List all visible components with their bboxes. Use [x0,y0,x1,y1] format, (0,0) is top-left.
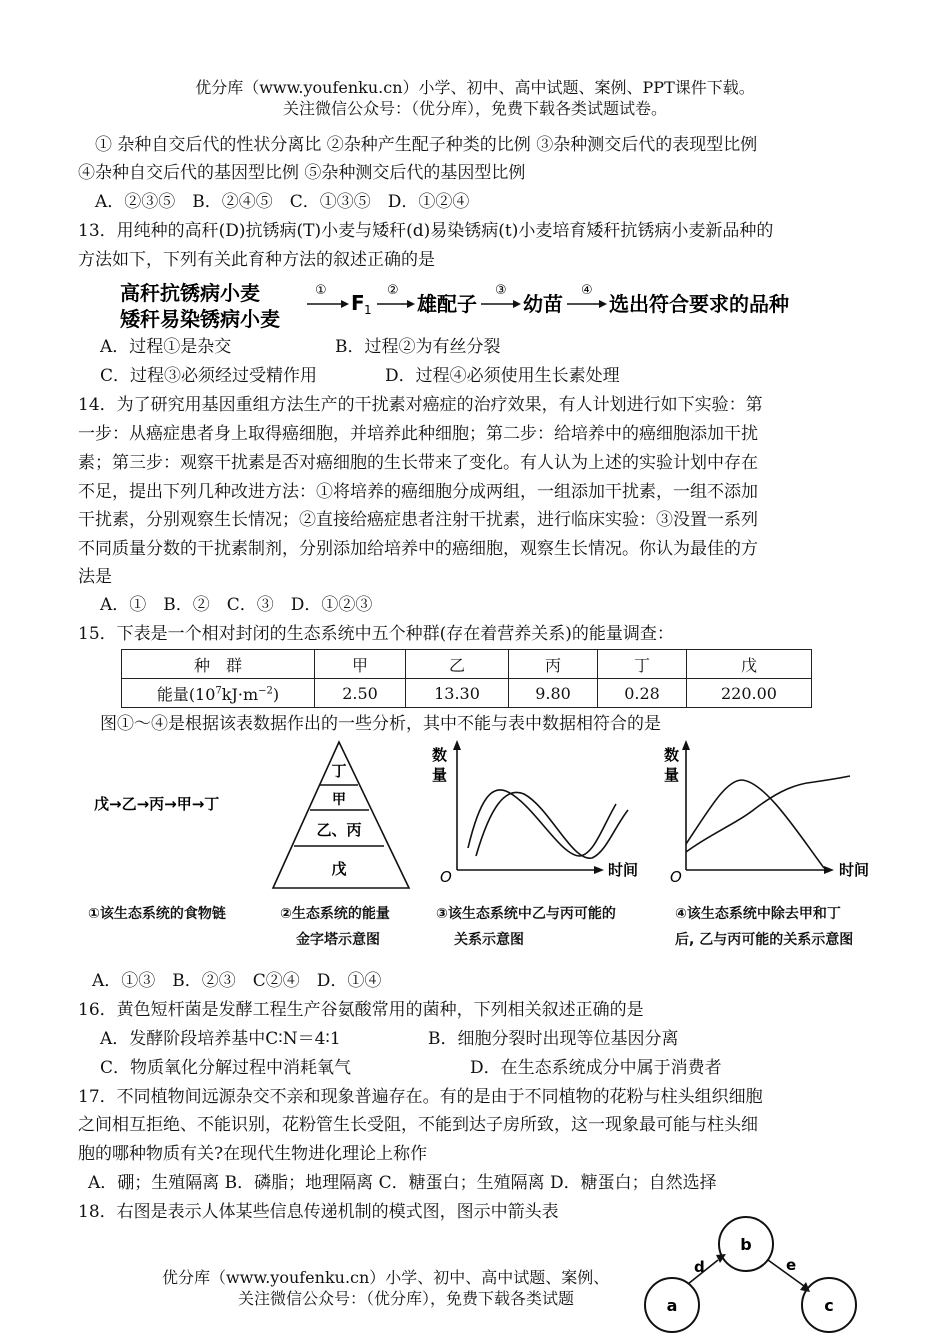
footer-line-2: 关注微信公众号：（优分库），免费下载各类试题 [238,1289,575,1308]
q12-items-1: ① 杂种自交后代的性状分离比 ②杂种产生配子种类的比例 ③杂种测交后代的表现型比例 [95,135,758,155]
q13-stem-2: 方法如下，下列有关此育种方法的叙述正确的是 [78,250,435,270]
fig3-xlabel: 时间 [608,861,639,879]
q16-stem: 16．黄色短杆菌是发酵工程生产谷氨酸常用的菌种，下列相关叙述正确的是 [78,1000,644,1020]
fig2-caption: ②生态系统的能量 [280,906,390,922]
q16-option-a: A．发酵阶段培养基中C∶N＝4∶1 [100,1029,341,1049]
flow-gamete: 雄配子 [417,292,477,316]
q15-stem: 15．下表是一个相对封闭的生态系统中五个种群(存在着营养关系)的能量调查： [78,624,674,644]
flow-f1: F [351,291,365,315]
fig3-ylabel: 量 [432,766,448,784]
flow-step-3: ③ [495,283,507,298]
q14-line: 不足，提出下列几种改进方法：①将培养的癌细胞分成两组，一组添加干扰素，一组不添加 [78,482,758,502]
header-line-2: 关注微信公众号：（优分库），免费下载各类试题试卷。 [282,99,667,118]
fig3-caption: ③该生态系统中乙与丙可能的 [436,906,616,922]
table-header-cell: 乙 [406,650,509,679]
fig2-pyramid [273,742,409,888]
q15-sub: 图①～④是根据该表数据作出的一些分析，其中不能与表中数据相符合的是 [100,714,661,734]
flow-step-4: ④ [581,283,593,298]
q13-option-b: B．过程②为有丝分裂 [335,337,501,357]
edge-d: d [694,1258,705,1276]
q14-options: A．① B．② C．③ D．①②③ [100,595,373,615]
table-header-cell: 丙 [509,650,598,679]
table-header-row [122,650,812,679]
fig3-origin: O [440,868,452,886]
table-cell: 13.30 [406,679,509,708]
table-cell: 9.80 [509,679,598,708]
table-header-cell: 戊 [687,650,812,679]
q15-options: A．①③ B．②③ C②④ D．①④ [92,971,382,991]
pyramid-level: 丁 [331,762,347,780]
fig4-origin: O [670,868,682,886]
node-b: b [740,1235,752,1254]
flow-step-1: ① [315,283,327,298]
q18-stem: 18．右图是表示人体某些信息传递机制的模式图，图示中箭头表 [78,1202,559,1222]
q12-options: A．②③⑤ B．②④⑤ C．①③⑤ D．①②④ [95,192,470,212]
fig1-food-chain: 戊→乙→丙→甲→丁 [94,795,220,813]
table-row [122,679,812,708]
q13-option-c: C．过程③必须经过受精作用 [100,366,318,386]
energy-table [121,649,812,708]
q17-line: 之间相互拒绝、不能识别，花粉管生长受阻，不能到达子房所致，这一现象最可能与柱头细 [78,1115,758,1135]
q15-figures [80,738,900,900]
table-cell: 0.28 [598,679,687,708]
q16-option-c: C．物质氧化分解过程中消耗氧气 [100,1058,352,1078]
table-row-label: 能量$(10^7kJ\cdot m^{-2})$ [122,679,315,708]
fig4-ylabel: 数 [664,746,680,764]
table-header-cell: 种 群 [122,650,315,679]
q16-option-d: D．在生态系统成分中属于消费者 [470,1058,722,1078]
q14-line: 不同质量分数的干扰素制剂，分别添加给培养中的癌细胞，观察生长情况。你认为最佳的方 [78,539,758,559]
q14-line: 法是 [78,567,112,587]
q18-signal-diagram [640,1212,880,1340]
table-cell: 2.50 [315,679,406,708]
edge-e: e [786,1256,797,1274]
fig3-caption: 关系示意图 [454,932,524,948]
flow-seedling: 幼苗 [523,292,563,316]
pyramid-level: 戊 [331,860,347,878]
fig3-graph [432,740,638,886]
header-line-1: 优分库（www.youfenku.cn）小学、初中、高中试题、案例、PPT课件下载。 [195,78,755,97]
q13-option-a: A．过程①是杂交 [100,337,232,357]
fig4-xlabel: 时间 [839,861,870,879]
table-cell: 220.00 [687,679,812,708]
fig4-ylabel: 量 [664,766,680,784]
q17-line: 17．不同植物间远源杂交不亲和现象普遍存在。有的是由于不同植物的花粉与柱头组织细胞 [78,1087,763,1107]
q13-breeding-flow [115,276,835,334]
q14-line: 一步：从癌症患者身上取得癌细胞，并培养此种细胞；第二步：给培养中的癌细胞添加干扰 [78,424,758,444]
flow-parent-1: 高秆抗锈病小麦 [120,281,260,305]
q12-items-2: ④杂种自交后代的基因型比例 ⑤杂种测交后代的基因型比例 [78,163,526,183]
footer-line-1: 优分库（www.youfenku.cn）小学、初中、高中试题、案例、 [162,1268,610,1287]
q13-stem-1: 13．用纯种的高秆(D)抗锈病(T)小麦与矮秆(d)易染锈病(t)小麦培育矮秆抗锈病小麦新品种的 [78,221,774,241]
node-c: c [824,1296,834,1315]
table-header-cell: 丁 [598,650,687,679]
flow-parent-2: 矮秆易染锈病小麦 [120,307,280,331]
fig3-ylabel: 数 [432,746,448,764]
node-a: a [666,1296,678,1315]
q13-option-d: D．过程④必须使用生长素处理 [385,366,620,386]
flow-result: 选出符合要求的品种 [609,292,789,316]
fig4-caption: 后, 乙与丙可能的关系示意图 [675,932,854,948]
flow-step-2: ② [387,283,399,298]
fig4-graph [664,740,869,886]
q14-line: 干扰素，分别观察生长情况；②直接给癌症患者注射干扰素，进行临床实验：③没置一系列 [78,510,758,530]
pyramid-level: 乙、丙 [316,821,362,839]
fig4-caption: ④该生态系统中除去甲和丁 [675,906,841,922]
q14-line: 14．为了研究用基因重组方法生产的干扰素对癌症的治疗效果，有人计划进行如下实验：第 [78,395,763,415]
fig2-caption: 金字塔示意图 [296,932,380,948]
q17-options: A．硼；生殖隔离 B．磷脂；地理隔离 C．糖蛋白；生殖隔离 D．糖蛋白；自然选择 [88,1173,717,1193]
q14-line: 素；第三步：观察干扰素是否对癌细胞的生长带来了变化。有人认为上述的实验计划中存在 [78,453,758,473]
table-header-cell: 甲 [315,650,406,679]
fig1-caption: ①该生态系统的食物链 [88,906,226,922]
flow-f1-sub: 1 [364,303,372,317]
q16-option-b: B．细胞分裂时出现等位基因分离 [428,1029,679,1049]
q17-line: 胞的哪种物质有关?在现代生物进化理论上称作 [78,1144,428,1164]
pyramid-level: 甲 [332,792,346,808]
